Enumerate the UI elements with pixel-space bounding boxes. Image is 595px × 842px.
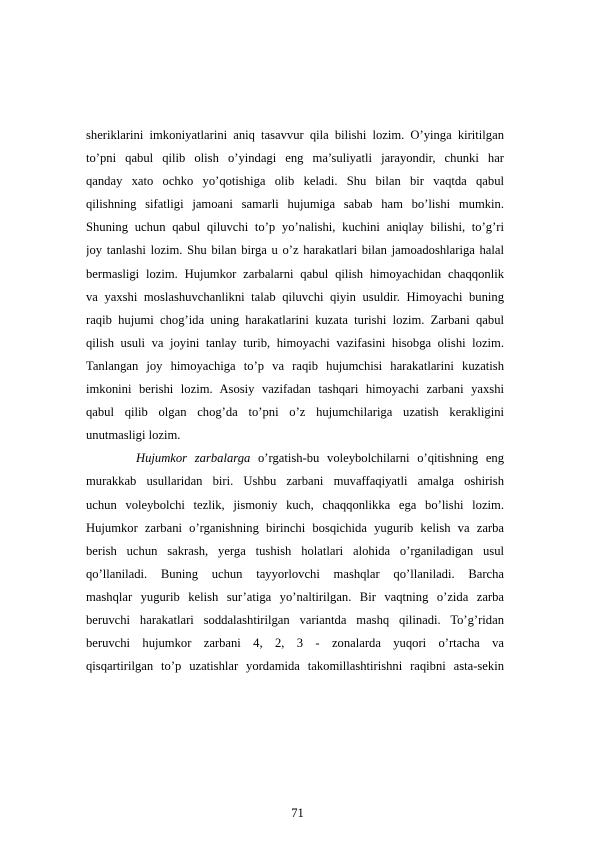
text-line: beruvchi harakatlari soddalashtirilgan variantda mashq qilinadi. To’g’ridan [86, 612, 504, 627]
document-body [86, 124, 504, 678]
text-line: sheriklarini imkoniyatlarini aniq tasavvur qila bilishi lozim. O’yinga kiritilgan [86, 128, 504, 142]
text-line: unutmasligi lozim. [86, 428, 181, 443]
text-line-first [86, 447, 504, 470]
text-line: murakkab usullaridan biri. Ushbu zarbani muvaffaqiyatli amalga oshirish [86, 474, 504, 489]
text-line: bermasligi lozim. Hujumkor zarbalarni qabul qilish himoyachidan chaqqonlik [86, 266, 504, 281]
text-line: qo’llaniladi. Buning uchun tayyorlovchi mashqlar qo’llaniladi. Barcha [86, 566, 504, 581]
paragraph-1 [86, 124, 504, 447]
text-line: qisqartirilgan to’p uzatishlar yordamida takomillashtirishni raqibni asta-sekin [86, 659, 504, 674]
text-line: Tanlangan joy himoyachiga to’p va raqib hujumchisi harakatlarini kuzatish [86, 358, 504, 373]
text-line: mashqlar yugurib kelish sur’atiga yo’naltirilgan. Bir vaqtning o’zida zarba [86, 589, 504, 604]
italic-term: Hujumkor zarbalarga [136, 451, 251, 466]
text-line: berish uchun sakrash, yerga tushish holatlari alohida o’rganiladigan usul [86, 543, 504, 558]
text-line: Shuning uchun qabul qiluvchi to’p yo’nalishi, kuchini aniqlay bilishi, to’g’ri [86, 220, 504, 235]
text-line: to’pni qabul qilib olish o’yindagi eng ma’suliyatli jarayondir, chunki har [86, 151, 504, 166]
text-line: Hujumkor zarbani o’rganishning birinchi bosqichida yugurib kelish va zarba [86, 520, 504, 535]
text-line: qabul qilib olgan chog’da to’pni o’z hujumchilariga uzatish kerakligini [86, 405, 504, 420]
text-run: o’rgatish-bu voleybolchilarni o’qitishning eng [250, 451, 504, 466]
text-line: va yaxshi moslashuvchanlikni talab qiluvchi qiyin usuldir. Himoyachi buning [86, 289, 504, 304]
text-line: qanday xato ochko yo’qotishiga olib keladi. Shu bilan bir vaqtda qabul [86, 174, 504, 189]
page-number: 71 [291, 806, 304, 820]
text-line: joy tanlashi lozim. Shu bilan birga u o’z harakatlari bilan jamoadoshlariga halal [86, 243, 504, 258]
text-line: uchun voleybolchi tezlik, jismoniy kuch, chaqqonlikka ega bo’lishi lozim. [86, 497, 504, 512]
text-line: qilishning sifatligi jamoani samarli hujumiga sabab ham bo’lishi mumkin. [86, 197, 504, 212]
paragraph-2 [86, 447, 504, 678]
text-line: qilish usuli va joyini tanlay turib, himoyachi vazifasini hisobga olishi lozim. [86, 335, 504, 350]
text-line: raqib hujumi chog’ida uning harakatlarini kuzata turishi lozim. Zarbani qabul [86, 312, 504, 327]
text-line: imkonini berishi lozim. Asosiy vazifadan tashqari himoyachi zarbani yaxshi [86, 382, 504, 397]
text-line: beruvchi hujumkor zarbani 4, 2, 3 - zonalarda yuqori o’rtacha va [86, 636, 504, 651]
